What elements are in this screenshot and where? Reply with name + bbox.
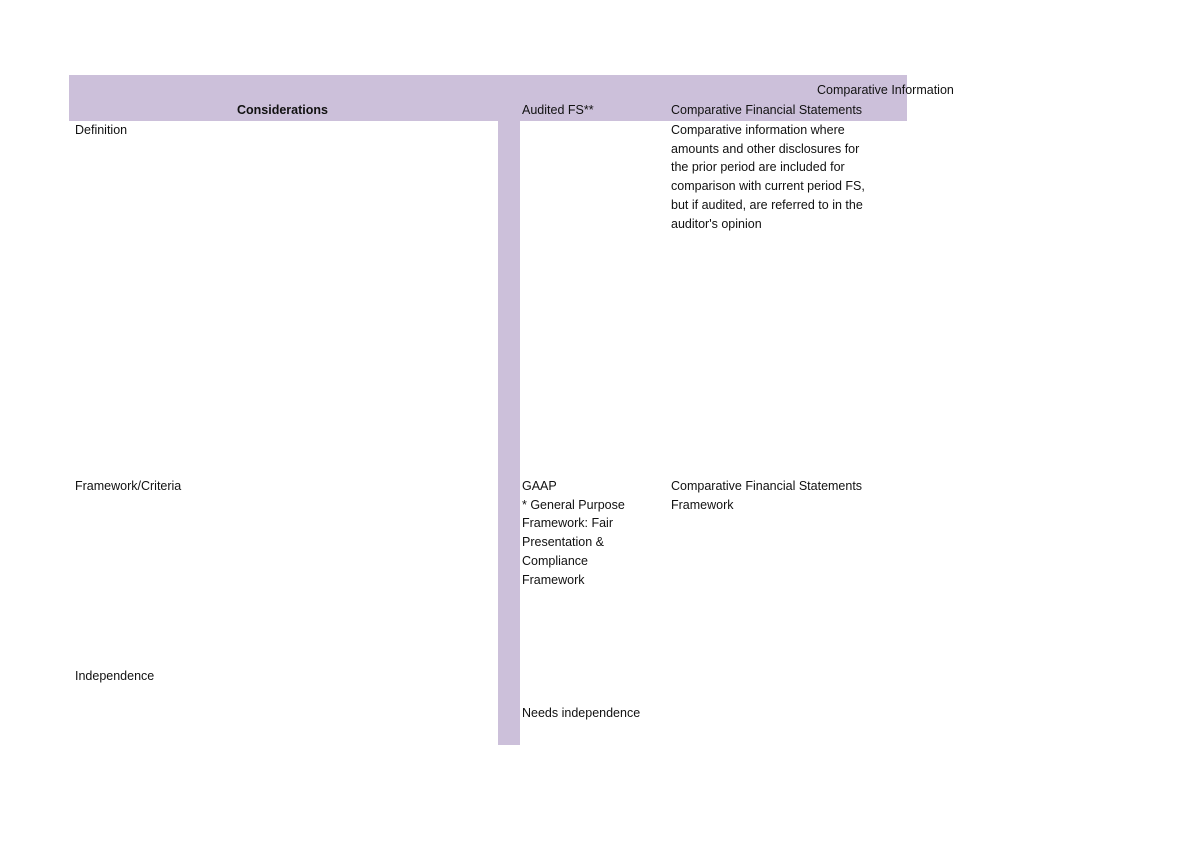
- considerations-header: Considerations: [237, 103, 328, 117]
- independence-audited-cell: Needs independence: [522, 706, 641, 720]
- column-divider-band: [498, 121, 520, 745]
- comparative-fs-header: Comparative Financial Statements: [671, 103, 863, 117]
- definition-comparative-cell: Comparative information where amounts and other disclosures for the prior period are included for comparison with current period FS, but if audited, are referred to in the auditor's opinion: [671, 123, 865, 231]
- row-label-definition: Definition: [75, 123, 128, 137]
- group-title: Comparative Information: [817, 83, 954, 97]
- audited-fs-header: Audited FS**: [522, 103, 594, 117]
- row-label-framework: Framework/Criteria: [75, 479, 182, 493]
- framework-comparative-cell: Comparative Financial Statements Framework: [671, 479, 863, 512]
- framework-audited-cell: GAAP * General Purpose Framework: Fair Presentation & Compliance Framework: [522, 479, 625, 587]
- row-label-independence: Independence: [75, 669, 155, 683]
- group-title-cell: [671, 81, 954, 101]
